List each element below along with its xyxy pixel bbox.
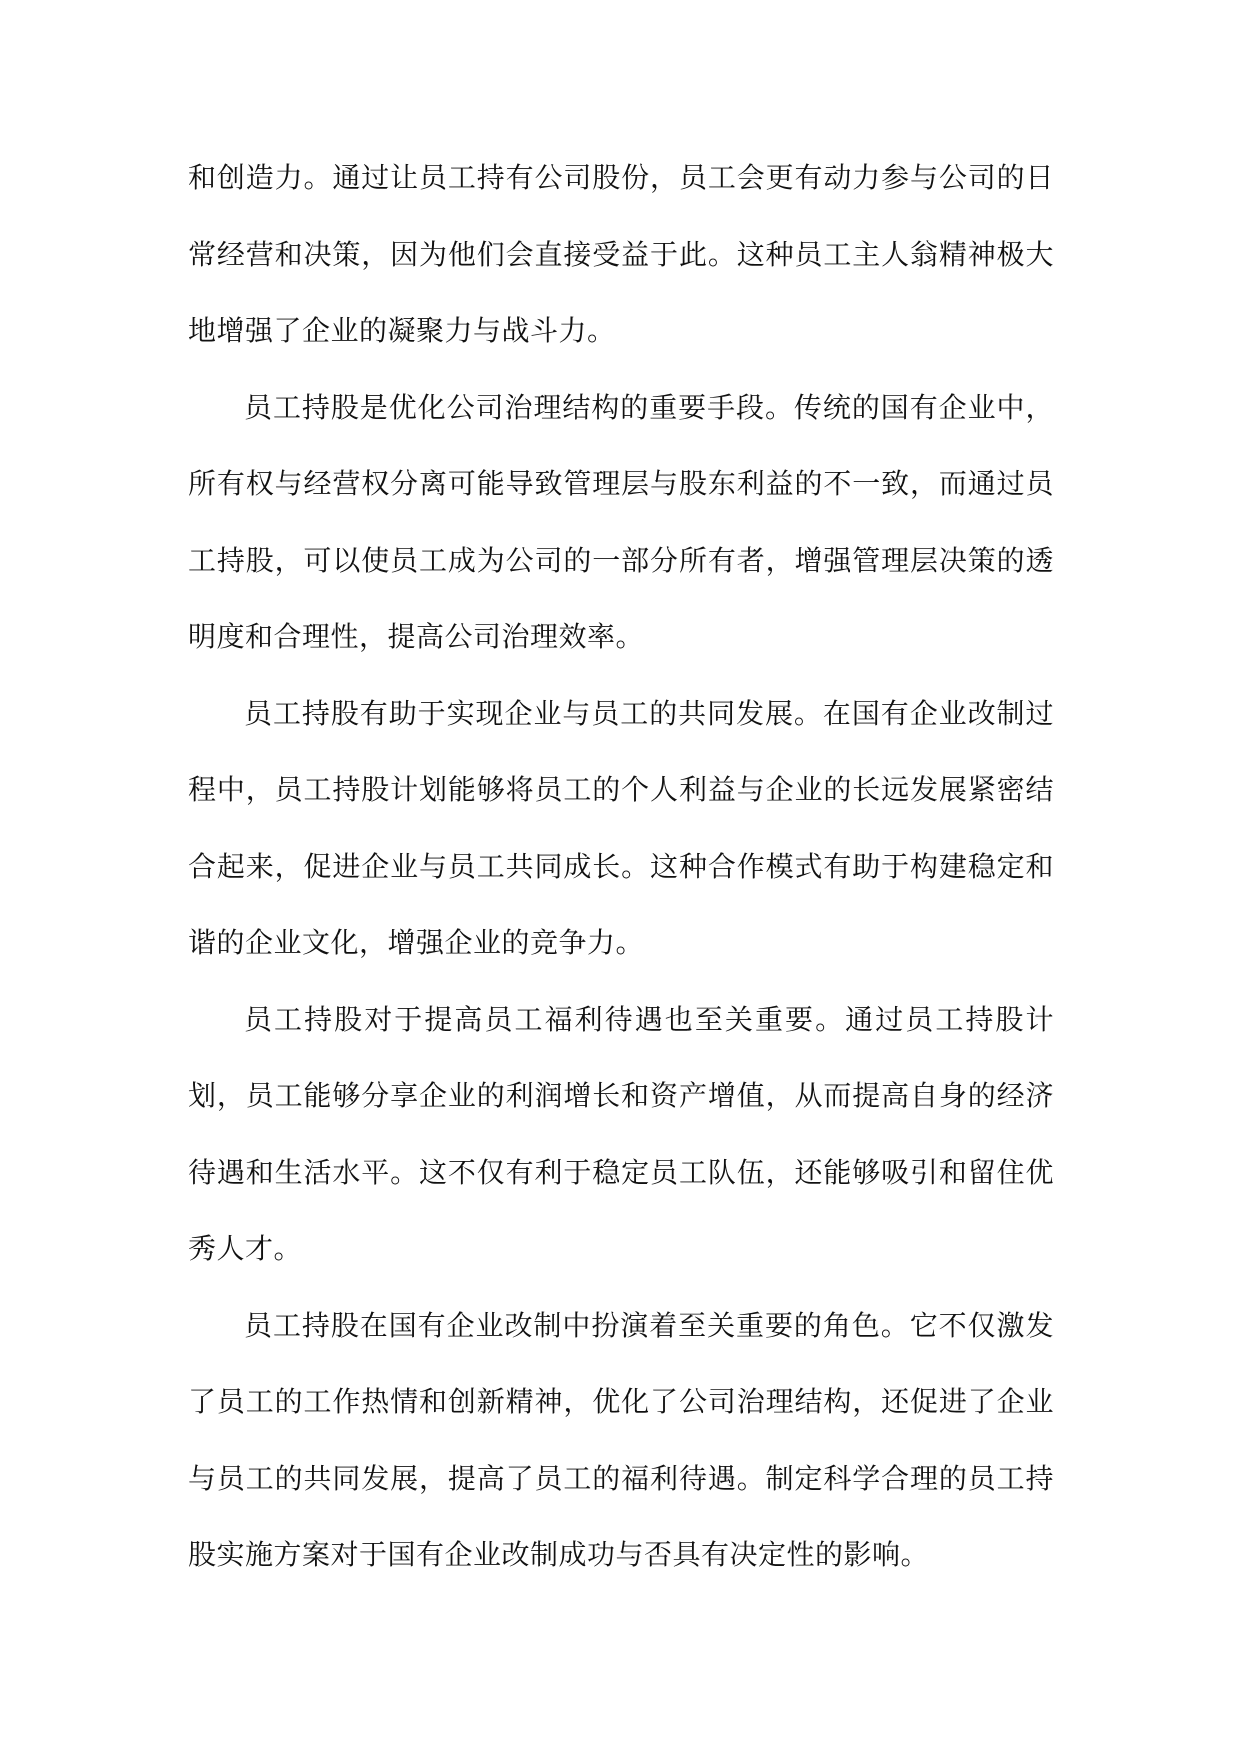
paragraph-continuation: 和创造力。通过让员工持有公司股份，员工会更有动力参与公司的日常经营和决策，因为他们会直接受益于此。这种员工主人翁精神极大地增强了企业的凝聚力与战斗力。	[188, 161, 1054, 347]
paragraph-welfare: 员工持股对于提高员工福利待遇也至关重要。通过员工持股计划，员工能够分享企业的利润增长和资产增值，从而提高自身的经济待遇和生活水平。这不仅有利于稳定员工队伍，还能够吸引和留住优秀人才。	[188, 1002, 1054, 1265]
paragraph-common-development: 员工持股有助于实现企业与员工的共同发展。在国有企业改制过程中，员工持股计划能够将员工的个人利益与企业的长远发展紧密结合起来，促进企业与员工共同成长。这种合作模式有助于构建稳定和谐的企业文化，增强企业的竞争力。	[188, 696, 1054, 959]
paragraph-conclusion: 员工持股在国有企业改制中扮演着至关重要的角色。它不仅激发了员工的工作热情和创新精神，优化了公司治理结构，还促进了企业与员工的共同发展，提高了员工的福利待遇。制定科学合理的员工持股实施方案对于国有企业改制成功与否具有决定性的影响。	[188, 1308, 1054, 1571]
paragraph-governance: 员工持股是优化公司治理结构的重要手段。传统的国有企业中，所有权与经营权分离可能导致管理层与股东利益的不一致，而通过员工持股，可以使员工成为公司的一部分所有者，增强管理层决策的透明度和合理性，提高公司治理效率。	[188, 390, 1054, 653]
document-body	[188, 140, 1054, 1594]
